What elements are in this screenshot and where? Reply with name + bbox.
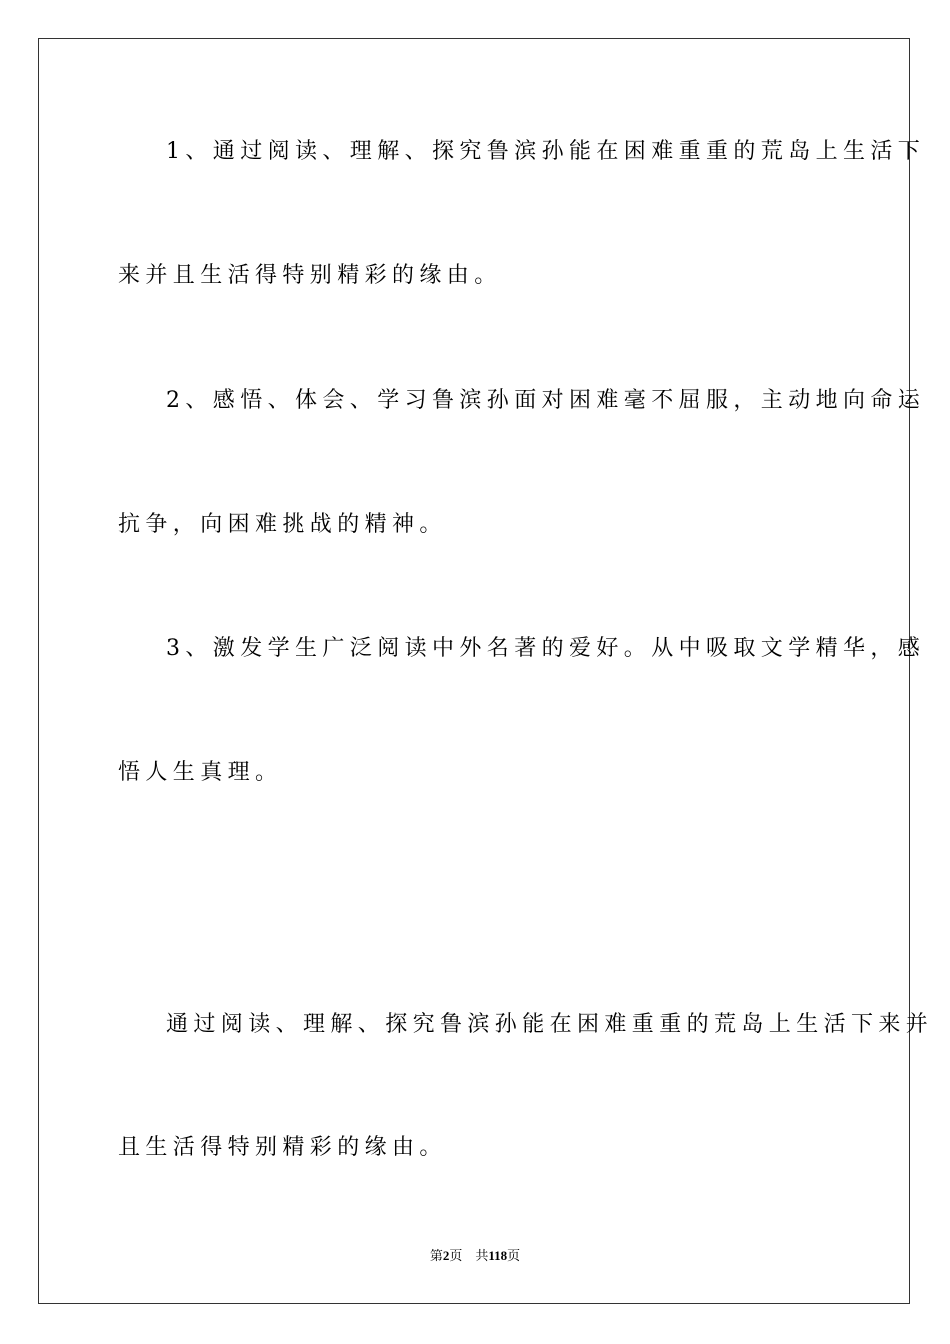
- footer-middle: 页 共: [449, 1249, 489, 1264]
- paragraph-4-line-1: 通过阅读、理解、探究鲁滨孙能在困难重重的荒岛上生活下来并: [166, 1012, 934, 1037]
- page-footer: [0, 1246, 950, 1267]
- footer-prefix: 第: [429, 1249, 443, 1264]
- paragraph-1-line-2: 来并且生活得特别精彩的缘由。: [118, 263, 502, 288]
- page-border: [38, 38, 934, 1304]
- paragraph-3-line-1: 3、激发学生广泛阅读中外名著的爱好。从中吸取文学精华，感: [166, 636, 926, 661]
- footer-total-pages: 118: [488, 1248, 508, 1263]
- paragraph-2-line-1: 2、感悟、体会、学习鲁滨孙面对困难毫不屈服，主动地向命运: [166, 388, 926, 413]
- paragraph-3-line-2: 悟人生真理。: [118, 760, 283, 785]
- footer-suffix: 页: [507, 1249, 521, 1264]
- paragraph-4-line-2: 且生活得特别精彩的缘由。: [118, 1135, 447, 1160]
- footer-page-number: 2: [442, 1248, 450, 1263]
- paragraph-2-line-2: 抗争，向困难挑战的精神。: [118, 512, 447, 537]
- paragraph-1-line-1: 1、通过阅读、理解、探究鲁滨孙能在困难重重的荒岛上生活下: [166, 139, 926, 164]
